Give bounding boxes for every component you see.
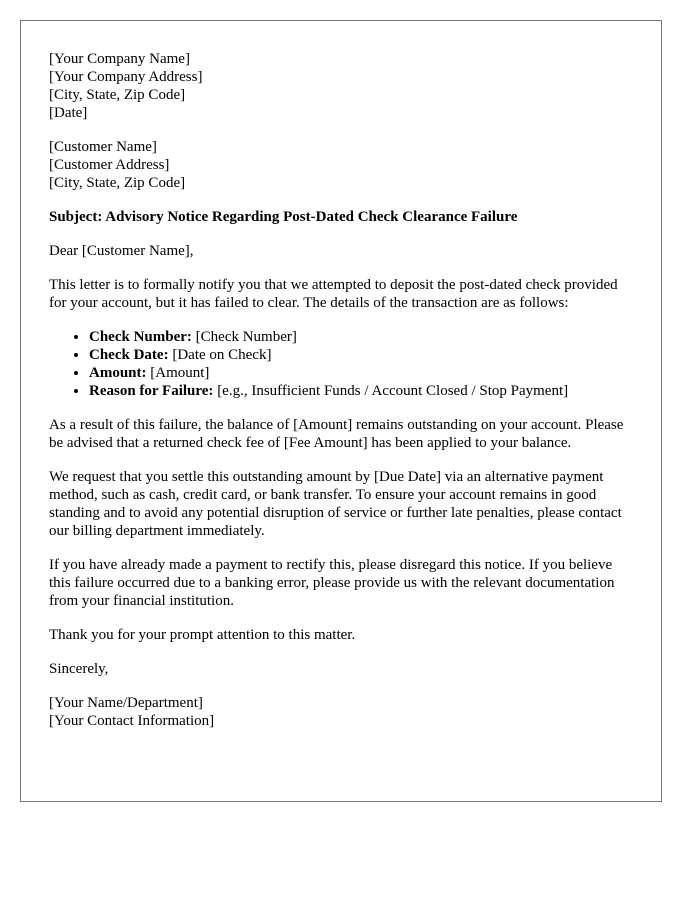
sender-company-name: [Your Company Name] [49, 51, 190, 67]
letter-date: [Date] [49, 105, 88, 121]
sender-company-address: [Your Company Address] [49, 69, 203, 85]
detail-check-number [89, 328, 633, 346]
detail-label: Check Date: [89, 347, 169, 363]
detail-value: [Date on Check] [168, 347, 272, 363]
intro-paragraph: This letter is to formally notify you that we attempted to deposit the post-dated check provided for your account, but it has failed to clear. The details of the transaction are as follows: [49, 277, 618, 311]
subject-line: Subject: Advisory Notice Regarding Post-Dated Check Clearance Failure [49, 209, 518, 225]
disregard-block [49, 556, 633, 610]
thanks-block [49, 626, 633, 644]
disregard-paragraph: If you have already made a payment to rectify this, please disregard this notice. If you believe this failure occurred due to a banking error, please provide us with the relevant documentation from your financial institution. [49, 557, 615, 609]
salutation: Dear [Customer Name], [49, 243, 194, 259]
detail-reason [89, 382, 633, 400]
detail-amount [89, 364, 633, 382]
detail-value: [e.g., Insufficient Funds / Account Closed / Stop Payment] [213, 383, 569, 399]
intro-block [49, 276, 633, 312]
sender-city-state-zip: [City, State, Zip Code] [49, 87, 186, 103]
detail-label: Amount: [89, 365, 147, 381]
recipient-city-state-zip: [City, State, Zip Code] [49, 175, 186, 191]
salutation-block [49, 242, 633, 260]
detail-value: [Check Number] [191, 329, 297, 345]
signature-contact-info: [Your Contact Information] [49, 713, 215, 729]
detail-check-date [89, 346, 633, 364]
subject-block [49, 208, 633, 226]
signature-block [49, 694, 633, 730]
sender-block [49, 50, 633, 122]
detail-label: Check Number: [89, 329, 192, 345]
detail-value: [Amount] [146, 365, 210, 381]
request-paragraph: We request that you settle this outstanding amount by [Due Date] via an alternative payment method, such as cash, credit card, or bank transfer. To ensure your account remains in good standing and to avoid any potential disruption of service or further late penalties, please contact our billing department immediately. [49, 469, 622, 539]
signature-name-department: [Your Name/Department] [49, 695, 203, 711]
closing-block [49, 660, 633, 678]
recipient-block [49, 138, 633, 192]
recipient-address: [Customer Address] [49, 157, 170, 173]
letter-page [20, 20, 662, 802]
balance-paragraph: As a result of this failure, the balance of [Amount] remains outstanding on your account. Please be advised that a returned check fee of [Fee Amount] has been applied to your balance. [49, 417, 624, 451]
detail-label: Reason for Failure: [89, 383, 214, 399]
transaction-details-list [49, 328, 633, 400]
request-block [49, 468, 633, 540]
thanks-paragraph: Thank you for your prompt attention to this matter. [49, 627, 356, 643]
recipient-name: [Customer Name] [49, 139, 157, 155]
closing: Sincerely, [49, 661, 109, 677]
balance-block [49, 416, 633, 452]
